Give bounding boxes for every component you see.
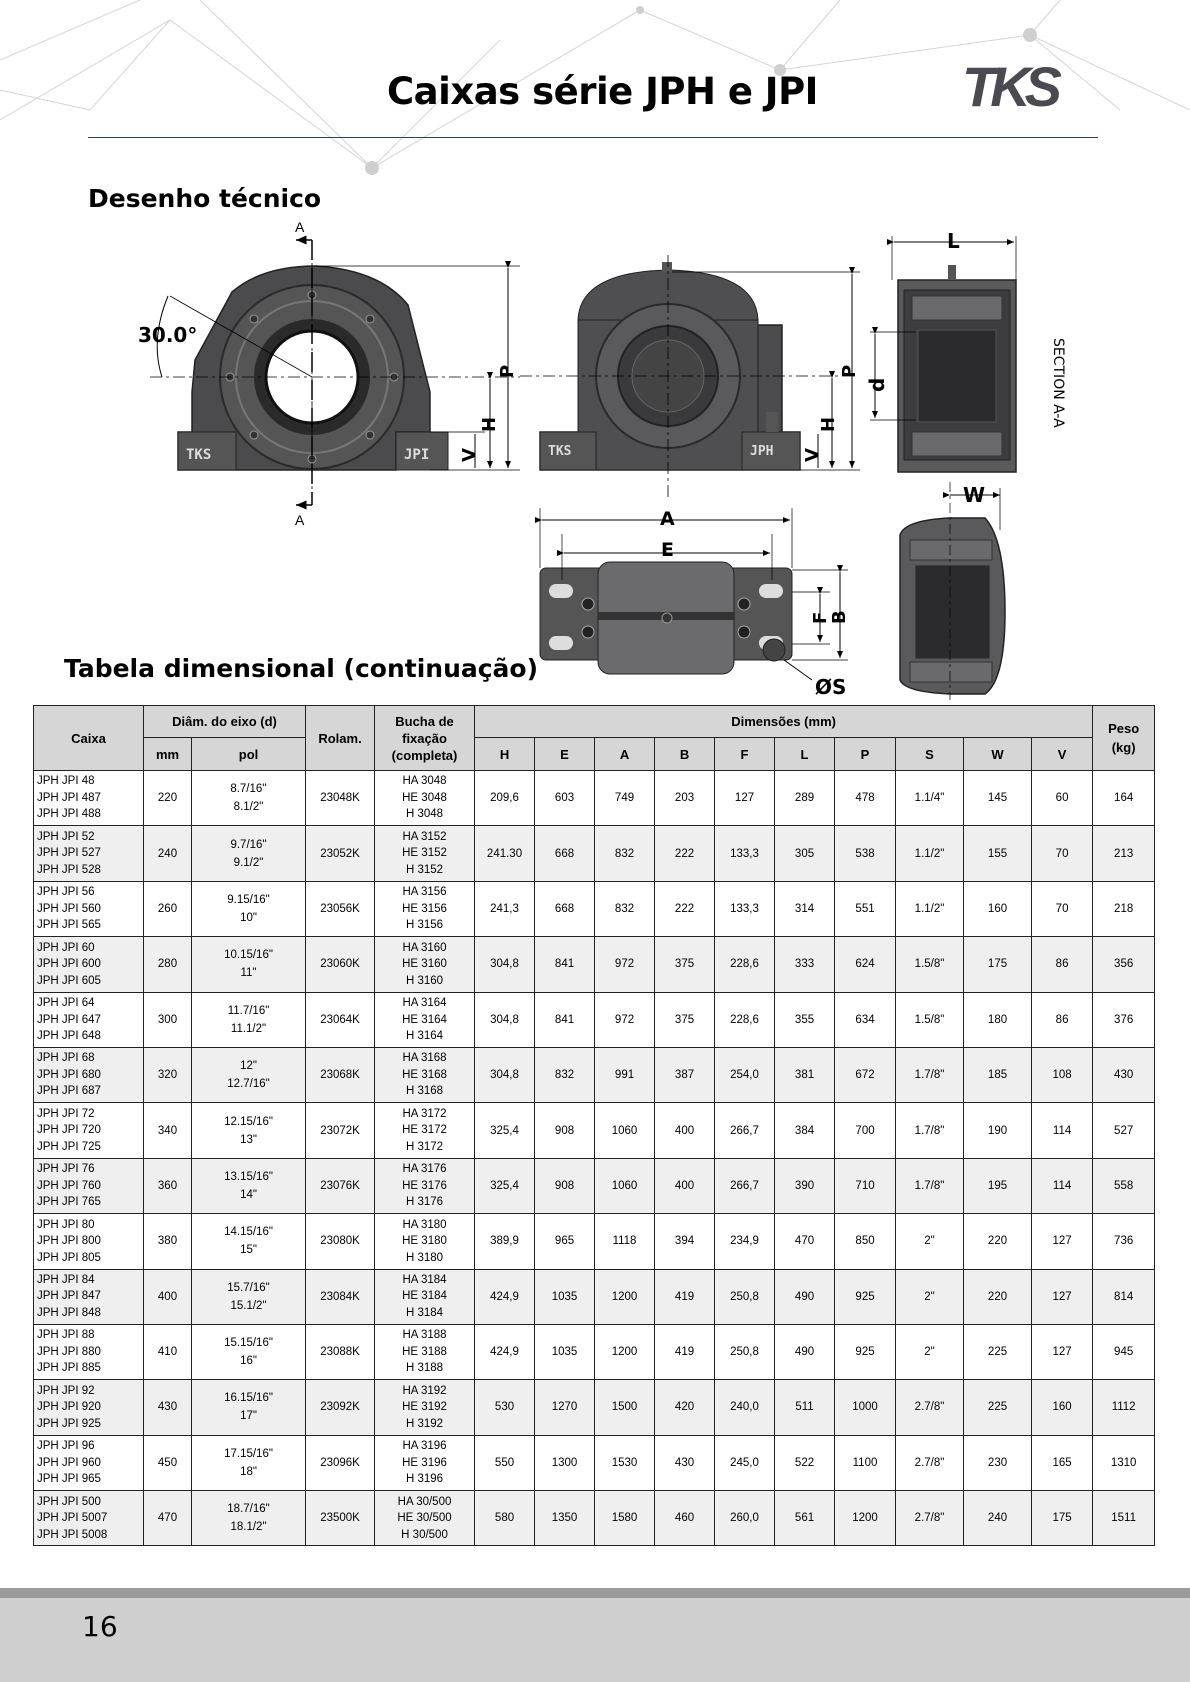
table-row	[34, 1158, 1155, 1213]
cell-bucha: HA 3196 HE 3196 H 3196	[375, 1435, 475, 1490]
svg-text:B: B	[829, 610, 850, 624]
cell-pol: 14.15/16" 15"	[192, 1214, 306, 1269]
cell-e: 841	[535, 992, 595, 1047]
cell-p: 710	[835, 1158, 896, 1213]
cell-a: 972	[595, 937, 655, 992]
cell-h: 580	[475, 1491, 535, 1546]
footer-stripe	[0, 1588, 1190, 1598]
cell-peso: 1511	[1093, 1491, 1155, 1546]
cell-w: 195	[964, 1158, 1032, 1213]
svg-text:H: H	[818, 416, 839, 432]
cell-e: 1300	[535, 1435, 595, 1490]
cell-v: 86	[1032, 937, 1093, 992]
dimension-table	[33, 705, 1155, 1546]
cell-caixa: JPH JPI 88 JPH JPI 880 JPH JPI 885	[34, 1324, 144, 1379]
col-l: L	[775, 738, 835, 771]
cell-pol: 18.7/16" 18.1/2"	[192, 1491, 306, 1546]
cell-b: 419	[655, 1269, 715, 1324]
cell-p: 1000	[835, 1380, 896, 1435]
cell-e: 1035	[535, 1269, 595, 1324]
cell-peso: 164	[1093, 771, 1155, 826]
cell-f: 133,3	[715, 881, 775, 936]
cell-peso: 218	[1093, 881, 1155, 936]
svg-text:SECTION A-A: SECTION A-A	[1050, 338, 1066, 428]
tks-logo	[960, 58, 1082, 114]
cell-f: 228,6	[715, 992, 775, 1047]
cell-s: 2.7/8"	[896, 1491, 964, 1546]
cell-pol: 12.15/16" 13"	[192, 1103, 306, 1158]
cell-v: 127	[1032, 1269, 1093, 1324]
cell-l: 490	[775, 1324, 835, 1379]
cell-h: 304,8	[475, 1047, 535, 1102]
cell-w: 225	[964, 1380, 1032, 1435]
cell-b: 420	[655, 1380, 715, 1435]
cell-f: 228,6	[715, 937, 775, 992]
cell-h: 304,8	[475, 937, 535, 992]
cell-caixa: JPH JPI 76 JPH JPI 760 JPH JPI 765	[34, 1158, 144, 1213]
cell-h: 389,9	[475, 1214, 535, 1269]
cell-w: 155	[964, 826, 1032, 881]
cell-b: 375	[655, 937, 715, 992]
cell-l: 522	[775, 1435, 835, 1490]
cell-b: 394	[655, 1214, 715, 1269]
cell-w: 180	[964, 992, 1032, 1047]
cell-b: 222	[655, 826, 715, 881]
svg-text:V: V	[802, 448, 823, 462]
cell-pol: 9.15/16" 10"	[192, 881, 306, 936]
cell-f: 260,0	[715, 1491, 775, 1546]
cell-bucha: HA 3192 HE 3192 H 3192	[375, 1380, 475, 1435]
front-view-drawing	[138, 219, 520, 528]
cell-v: 70	[1032, 881, 1093, 936]
cell-h: 530	[475, 1380, 535, 1435]
cell-pol: 9.7/16" 9.1/2"	[192, 826, 306, 881]
cell-b: 460	[655, 1491, 715, 1546]
cell-rolam: 23056K	[306, 881, 375, 936]
table-row	[34, 937, 1155, 992]
cell-caixa: JPH JPI 60 JPH JPI 600 JPH JPI 605	[34, 937, 144, 992]
cell-mm: 400	[144, 1269, 192, 1324]
cell-mm: 410	[144, 1324, 192, 1379]
col-rolam: Rolam.	[306, 706, 375, 771]
cell-w: 240	[964, 1491, 1032, 1546]
cell-l: 561	[775, 1491, 835, 1546]
cell-f: 240,0	[715, 1380, 775, 1435]
cell-e: 668	[535, 826, 595, 881]
table-row	[34, 992, 1155, 1047]
cell-bucha: HA 3160 HE 3160 H 3160	[375, 937, 475, 992]
cell-caixa: JPH JPI 68 JPH JPI 680 JPH JPI 687	[34, 1047, 144, 1102]
cell-pol: 11.7/16" 11.1/2"	[192, 992, 306, 1047]
cell-l: 384	[775, 1103, 835, 1158]
cell-s: 1.1/4"	[896, 771, 964, 826]
page-number: 16	[82, 1610, 118, 1643]
cell-l: 390	[775, 1158, 835, 1213]
cell-v: 114	[1032, 1158, 1093, 1213]
cell-a: 1200	[595, 1269, 655, 1324]
cell-mm: 320	[144, 1047, 192, 1102]
col-e: E	[535, 738, 595, 771]
technical-drawings	[0, 215, 1190, 705]
cell-rolam: 23096K	[306, 1435, 375, 1490]
cell-b: 387	[655, 1047, 715, 1102]
cell-peso: 376	[1093, 992, 1155, 1047]
cell-a: 749	[595, 771, 655, 826]
cell-rolam: 23048K	[306, 771, 375, 826]
svg-text:F: F	[810, 611, 831, 624]
cell-e: 668	[535, 881, 595, 936]
cell-v: 127	[1032, 1214, 1093, 1269]
svg-text:JPI: JPI	[404, 447, 430, 463]
cell-v: 165	[1032, 1435, 1093, 1490]
svg-text:H: H	[479, 416, 500, 432]
cell-peso: 1112	[1093, 1380, 1155, 1435]
cell-s: 2.7/8"	[896, 1435, 964, 1490]
cell-mm: 430	[144, 1380, 192, 1435]
cell-caixa: JPH JPI 92 JPH JPI 920 JPH JPI 925	[34, 1380, 144, 1435]
cell-a: 991	[595, 1047, 655, 1102]
page-footer	[0, 1598, 1190, 1682]
cell-p: 925	[835, 1269, 896, 1324]
cell-rolam: 23052K	[306, 826, 375, 881]
cell-v: 160	[1032, 1380, 1093, 1435]
svg-text:d: d	[865, 377, 889, 392]
cell-rolam: 23068K	[306, 1047, 375, 1102]
table-row	[34, 881, 1155, 936]
cell-e: 1350	[535, 1491, 595, 1546]
cell-a: 972	[595, 992, 655, 1047]
cell-v: 70	[1032, 826, 1093, 881]
col-h: H	[475, 738, 535, 771]
cell-s: 1.5/8"	[896, 992, 964, 1047]
cell-pol: 13.15/16" 14"	[192, 1158, 306, 1213]
cell-caixa: JPH JPI 48 JPH JPI 487 JPH JPI 488	[34, 771, 144, 826]
cell-p: 850	[835, 1214, 896, 1269]
cell-b: 203	[655, 771, 715, 826]
cell-f: 245,0	[715, 1435, 775, 1490]
cell-v: 86	[1032, 992, 1093, 1047]
cell-l: 333	[775, 937, 835, 992]
cell-mm: 260	[144, 881, 192, 936]
cell-caixa: JPH JPI 64 JPH JPI 647 JPH JPI 648	[34, 992, 144, 1047]
cell-bucha: HA 3180 HE 3180 H 3180	[375, 1214, 475, 1269]
cell-f: 266,7	[715, 1158, 775, 1213]
cell-peso: 558	[1093, 1158, 1155, 1213]
cell-caixa: JPH JPI 84 JPH JPI 847 JPH JPI 848	[34, 1269, 144, 1324]
cell-s: 1.7/8"	[896, 1158, 964, 1213]
table-row	[34, 1103, 1155, 1158]
cell-f: 127	[715, 771, 775, 826]
cell-bucha: HA 3176 HE 3176 H 3176	[375, 1158, 475, 1213]
cell-s: 2"	[896, 1269, 964, 1324]
cell-e: 965	[535, 1214, 595, 1269]
cell-peso: 213	[1093, 826, 1155, 881]
svg-text:30.0°: 30.0°	[138, 323, 198, 347]
cell-s: 1.1/2"	[896, 826, 964, 881]
cell-h: 304,8	[475, 992, 535, 1047]
cell-b: 419	[655, 1324, 715, 1379]
cell-pol: 17.15/16" 18"	[192, 1435, 306, 1490]
table-row	[34, 826, 1155, 881]
col-v: V	[1032, 738, 1093, 771]
cell-f: 234,9	[715, 1214, 775, 1269]
cell-w: 230	[964, 1435, 1032, 1490]
cell-mm: 240	[144, 826, 192, 881]
cell-e: 908	[535, 1103, 595, 1158]
cell-v: 127	[1032, 1324, 1093, 1379]
cell-pol: 15.15/16" 16"	[192, 1324, 306, 1379]
svg-text:V: V	[459, 448, 480, 462]
cell-e: 1035	[535, 1324, 595, 1379]
cell-s: 2.7/8"	[896, 1380, 964, 1435]
table-row	[34, 1380, 1155, 1435]
svg-text:P: P	[497, 364, 518, 378]
svg-text:A: A	[295, 219, 305, 235]
table-header	[34, 706, 1155, 771]
cell-f: 250,8	[715, 1269, 775, 1324]
col-mm: mm	[144, 738, 192, 771]
cell-p: 478	[835, 771, 896, 826]
cell-l: 355	[775, 992, 835, 1047]
cell-pol: 15.7/16" 15.1/2"	[192, 1269, 306, 1324]
cell-bucha: HA 3184 HE 3184 H 3184	[375, 1269, 475, 1324]
cell-mm: 450	[144, 1435, 192, 1490]
cell-pol: 8.7/16'' 8.1/2"	[192, 771, 306, 826]
cell-peso: 736	[1093, 1214, 1155, 1269]
table-row	[34, 1269, 1155, 1324]
cell-b: 400	[655, 1103, 715, 1158]
cell-caixa: JPH JPI 56 JPH JPI 560 JPH JPI 565	[34, 881, 144, 936]
cell-p: 551	[835, 881, 896, 936]
svg-text:A: A	[660, 508, 675, 530]
cell-rolam: 23080K	[306, 1214, 375, 1269]
cell-peso: 814	[1093, 1269, 1155, 1324]
cell-p: 1200	[835, 1491, 896, 1546]
cell-mm: 380	[144, 1214, 192, 1269]
col-w: W	[964, 738, 1032, 771]
col-a: A	[595, 738, 655, 771]
cell-bucha: HA 3156 HE 3156 H 3156	[375, 881, 475, 936]
cell-w: 160	[964, 881, 1032, 936]
cell-bucha: HA 3168 HE 3168 H 3168	[375, 1047, 475, 1102]
cell-a: 832	[595, 826, 655, 881]
col-caixa: Caixa	[34, 706, 144, 771]
cell-a: 832	[595, 881, 655, 936]
cell-p: 634	[835, 992, 896, 1047]
cell-e: 1270	[535, 1380, 595, 1435]
cell-rolam: 23072K	[306, 1103, 375, 1158]
col-p: P	[835, 738, 896, 771]
cell-f: 266,7	[715, 1103, 775, 1158]
svg-text:W: W	[963, 483, 986, 507]
cell-h: 424,9	[475, 1324, 535, 1379]
col-f: F	[715, 738, 775, 771]
cell-bucha: HA 3048 HE 3048 H 3048	[375, 771, 475, 826]
cell-mm: 360	[144, 1158, 192, 1213]
page-title: Caixas série JPH e JPI	[387, 70, 818, 113]
cell-e: 832	[535, 1047, 595, 1102]
cell-caixa: JPH JPI 72 JPH JPI 720 JPH JPI 725	[34, 1103, 144, 1158]
cell-mm: 300	[144, 992, 192, 1047]
table-row	[34, 771, 1155, 826]
cell-b: 375	[655, 992, 715, 1047]
cell-peso: 356	[1093, 937, 1155, 992]
table-row	[34, 1435, 1155, 1490]
svg-text:L: L	[947, 229, 960, 253]
cell-s: 1.1/2"	[896, 881, 964, 936]
cell-bucha: HA 3152 HE 3152 H 3152	[375, 826, 475, 881]
section-view-drawing	[865, 229, 1066, 472]
cell-a: 1500	[595, 1380, 655, 1435]
cell-h: 325,4	[475, 1103, 535, 1158]
cell-v: 108	[1032, 1047, 1093, 1102]
svg-text:E: E	[661, 539, 674, 561]
cell-b: 430	[655, 1435, 715, 1490]
cell-w: 225	[964, 1324, 1032, 1379]
cell-h: 550	[475, 1435, 535, 1490]
col-peso: Peso (kg)	[1093, 706, 1155, 771]
cell-e: 841	[535, 937, 595, 992]
svg-text:P: P	[839, 364, 860, 378]
cell-h: 241.30	[475, 826, 535, 881]
cell-p: 1100	[835, 1435, 896, 1490]
cell-p: 672	[835, 1047, 896, 1102]
cell-a: 1530	[595, 1435, 655, 1490]
cell-a: 1060	[595, 1158, 655, 1213]
cell-h: 325,4	[475, 1158, 535, 1213]
cell-pol: 10.15/16" 11"	[192, 937, 306, 992]
cell-peso: 430	[1093, 1047, 1155, 1102]
col-dimensoes: Dimensões (mm)	[475, 706, 1093, 738]
svg-text:ØS: ØS	[815, 675, 847, 699]
cell-mm: 280	[144, 937, 192, 992]
cell-s: 1.7/8"	[896, 1047, 964, 1102]
cell-rolam: 23088K	[306, 1324, 375, 1379]
cell-e: 908	[535, 1158, 595, 1213]
cell-caixa: JPH JPI 80 JPH JPI 800 JPH JPI 805	[34, 1214, 144, 1269]
cell-h: 209,6	[475, 771, 535, 826]
cell-s: 1.7/8"	[896, 1103, 964, 1158]
table-row	[34, 1214, 1155, 1269]
cell-a: 1060	[595, 1103, 655, 1158]
cell-pol: 12" 12.7/16"	[192, 1047, 306, 1102]
header-rule	[88, 137, 1098, 138]
cell-f: 250,8	[715, 1324, 775, 1379]
cell-bucha: HA 3172 HE 3172 H 3172	[375, 1103, 475, 1158]
cell-rolam: 23500K	[306, 1491, 375, 1546]
cell-caixa: JPH JPI 500 JPH JPI 5007 JPH JPI 5008	[34, 1491, 144, 1546]
cell-w: 175	[964, 937, 1032, 992]
cell-mm: 470	[144, 1491, 192, 1546]
table-body	[34, 771, 1155, 1546]
cell-s: 2"	[896, 1324, 964, 1379]
svg-text:TKS: TKS	[548, 444, 572, 459]
cell-caixa: JPH JPI 52 JPH JPI 527 JPH JPI 528	[34, 826, 144, 881]
svg-text:TKS: TKS	[186, 447, 212, 463]
cell-rolam: 23060K	[306, 937, 375, 992]
cell-peso: 945	[1093, 1324, 1155, 1379]
table-row	[34, 1047, 1155, 1102]
cell-s: 2"	[896, 1214, 964, 1269]
cell-v: 175	[1032, 1491, 1093, 1546]
cell-e: 603	[535, 771, 595, 826]
cell-l: 490	[775, 1269, 835, 1324]
cell-b: 400	[655, 1158, 715, 1213]
cell-a: 1200	[595, 1324, 655, 1379]
col-diam: Diâm. do eixo (d)	[144, 706, 306, 738]
cell-a: 1580	[595, 1491, 655, 1546]
top-view-drawing	[540, 508, 850, 699]
col-bucha: Bucha de fixação (completa)	[375, 706, 475, 771]
svg-text:A: A	[295, 512, 305, 528]
cell-peso: 527	[1093, 1103, 1155, 1158]
cell-a: 1118	[595, 1214, 655, 1269]
cell-f: 254,0	[715, 1047, 775, 1102]
table-section-title: Tabela dimensional (continuação)	[64, 654, 539, 683]
side-view-drawing	[520, 255, 860, 500]
cell-l: 314	[775, 881, 835, 936]
cell-rolam: 23064K	[306, 992, 375, 1047]
cell-pol: 16.15/16" 17"	[192, 1380, 306, 1435]
cell-caixa: JPH JPI 96 JPH JPI 960 JPH JPI 965	[34, 1435, 144, 1490]
cell-bucha: HA 3164 HE 3164 H 3164	[375, 992, 475, 1047]
cell-l: 289	[775, 771, 835, 826]
cell-h: 424,9	[475, 1269, 535, 1324]
cell-p: 624	[835, 937, 896, 992]
cell-l: 305	[775, 826, 835, 881]
cell-b: 222	[655, 881, 715, 936]
cell-mm: 340	[144, 1103, 192, 1158]
svg-text:JPH: JPH	[750, 444, 774, 459]
cell-v: 60	[1032, 771, 1093, 826]
cell-mm: 220	[144, 771, 192, 826]
col-pol: pol	[192, 738, 306, 771]
cell-p: 538	[835, 826, 896, 881]
cell-v: 114	[1032, 1103, 1093, 1158]
cell-w: 220	[964, 1214, 1032, 1269]
cell-w: 190	[964, 1103, 1032, 1158]
cell-bucha: HA 3188 HE 3188 H 3188	[375, 1324, 475, 1379]
cell-h: 241,3	[475, 881, 535, 936]
cell-peso: 1310	[1093, 1435, 1155, 1490]
table-row	[34, 1491, 1155, 1546]
table-row	[34, 1324, 1155, 1379]
drawing-section-title: Desenho técnico	[88, 184, 322, 213]
cell-w: 220	[964, 1269, 1032, 1324]
cell-l: 511	[775, 1380, 835, 1435]
cell-w: 145	[964, 771, 1032, 826]
cell-f: 133,3	[715, 826, 775, 881]
cell-w: 185	[964, 1047, 1032, 1102]
cell-l: 470	[775, 1214, 835, 1269]
cell-bucha: HA 30/500 HE 30/500 H 30/500	[375, 1491, 475, 1546]
cell-p: 700	[835, 1103, 896, 1158]
cell-s: 1.5/8"	[896, 937, 964, 992]
cell-rolam: 23076K	[306, 1158, 375, 1213]
cell-rolam: 23092K	[306, 1380, 375, 1435]
svg-text:TKS: TKS	[962, 58, 1056, 114]
w-section-drawing	[900, 482, 1005, 700]
cell-p: 925	[835, 1324, 896, 1379]
col-s: S	[896, 738, 964, 771]
cell-rolam: 23084K	[306, 1269, 375, 1324]
cell-l: 381	[775, 1047, 835, 1102]
col-b: B	[655, 738, 715, 771]
